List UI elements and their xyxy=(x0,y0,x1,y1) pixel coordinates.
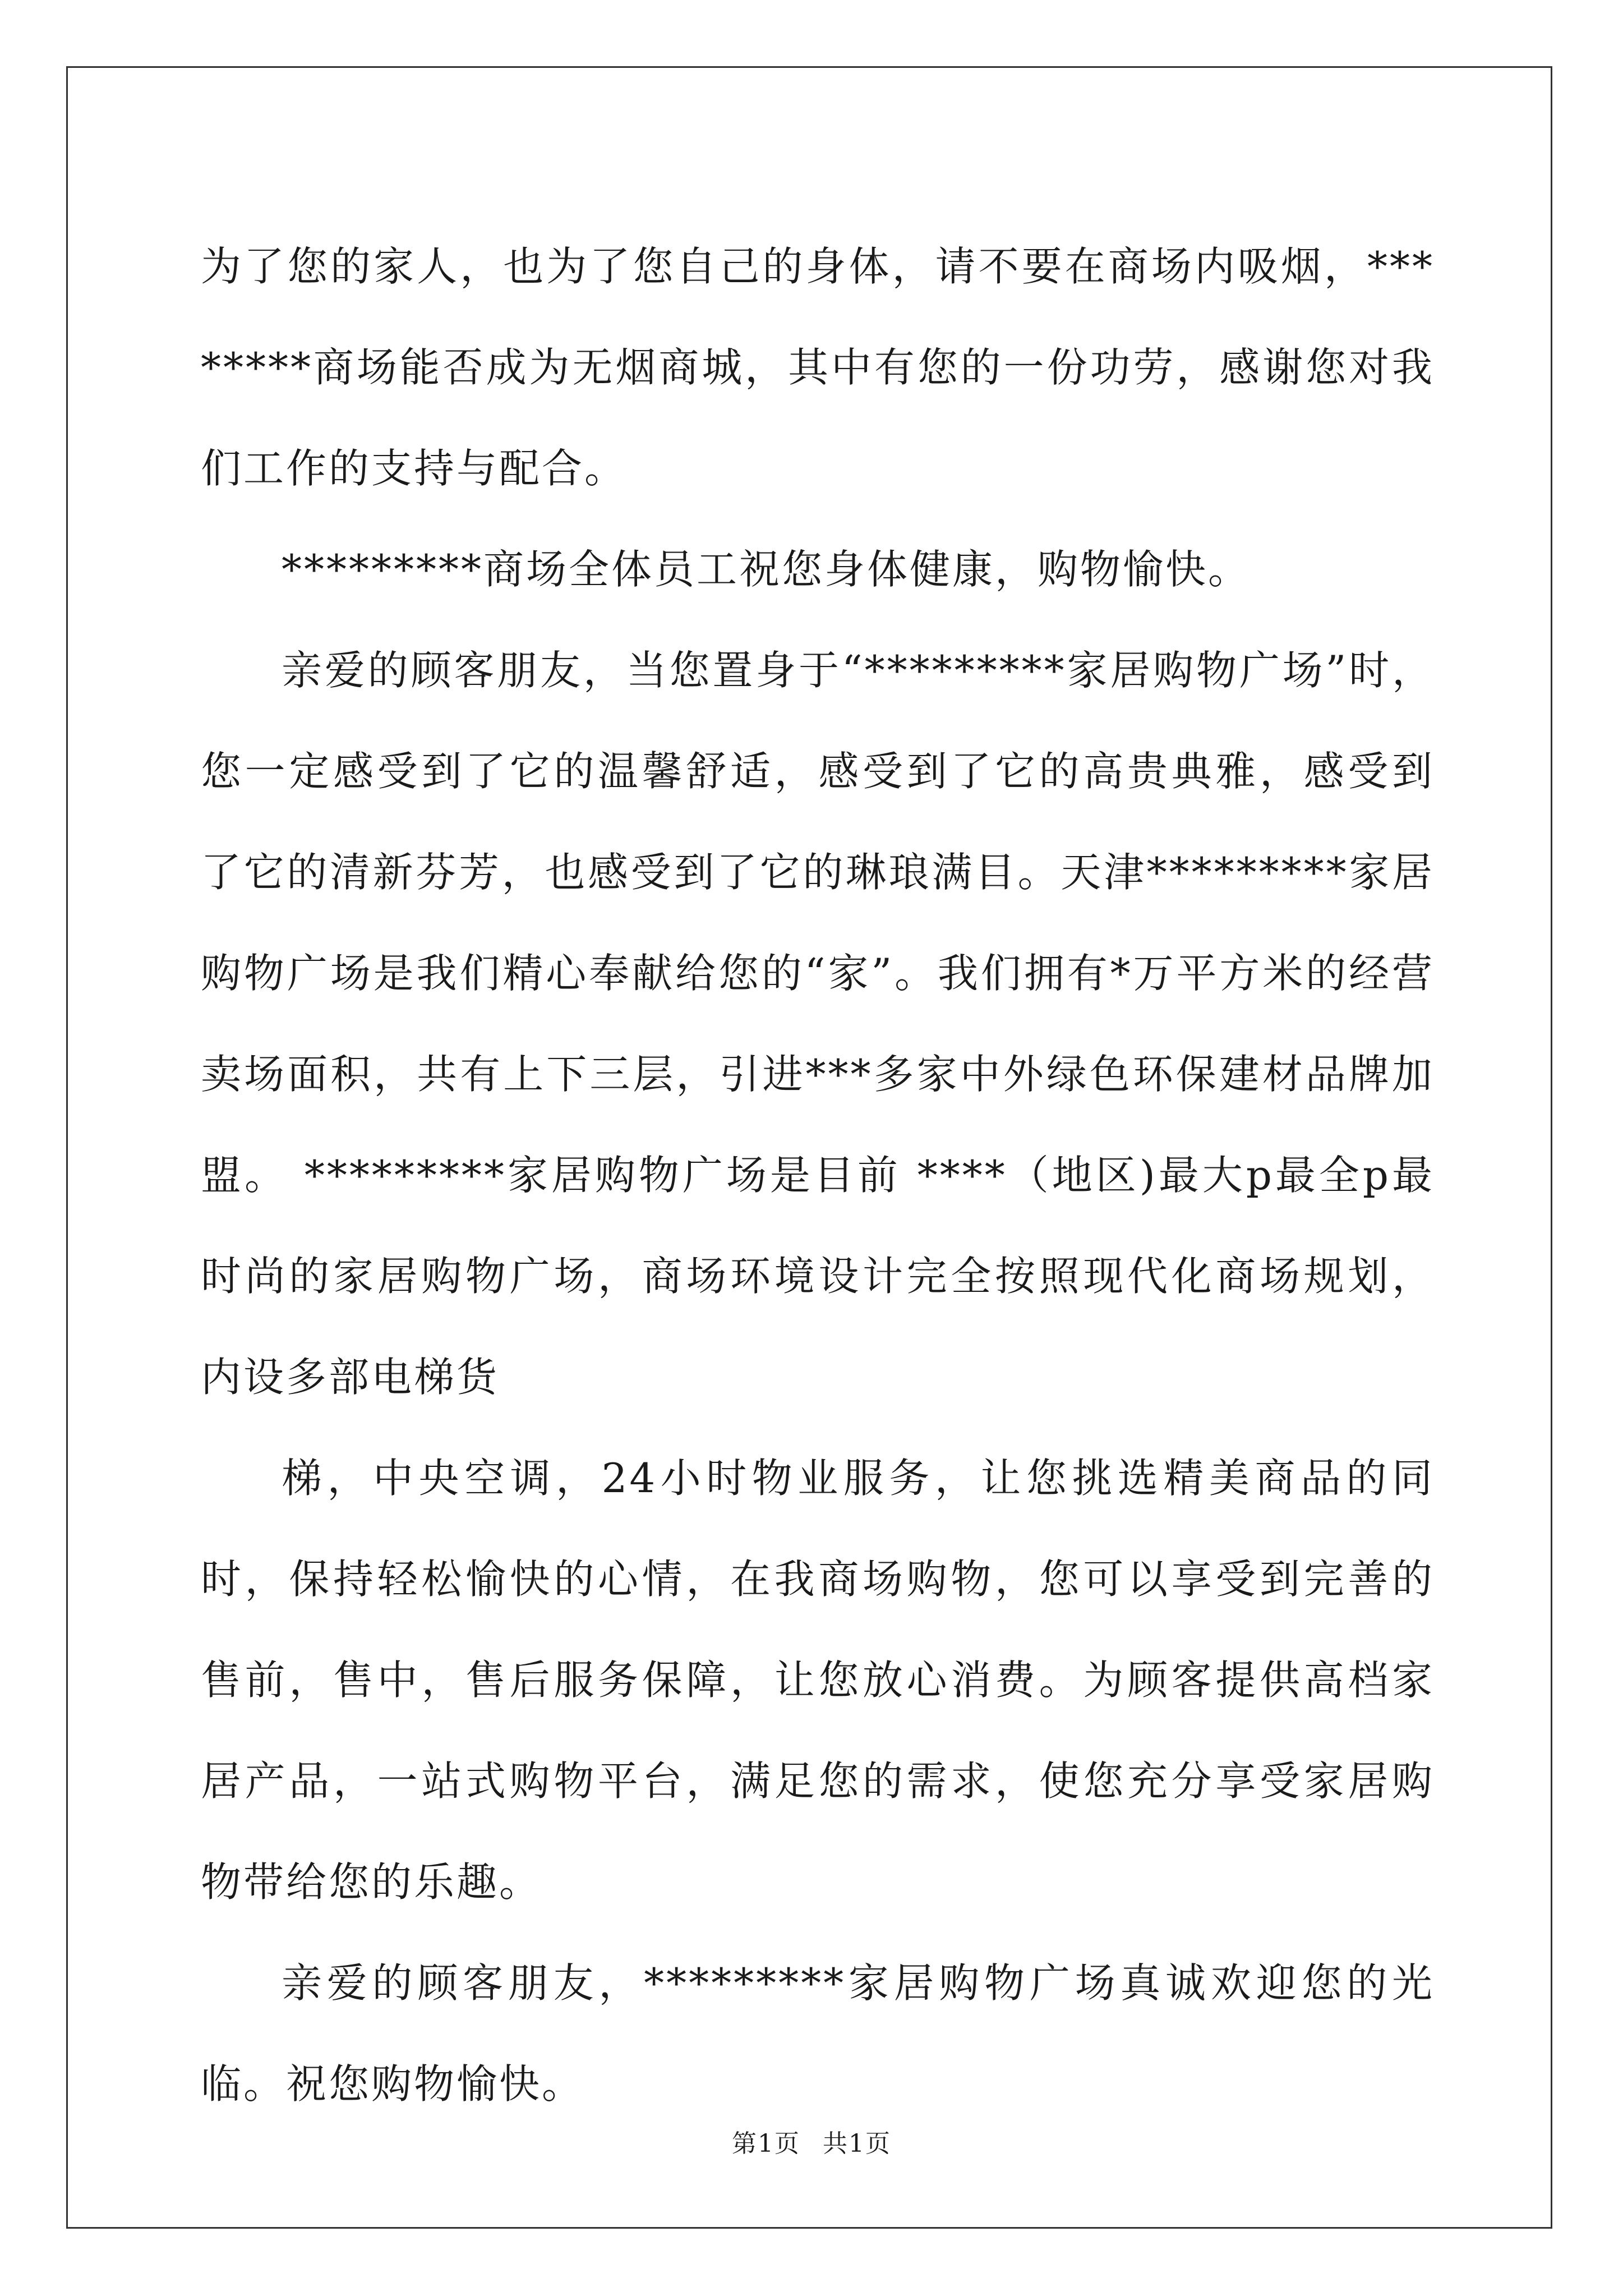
page-number-current: 第1页 xyxy=(732,2129,800,2158)
page-number-total: 共1页 xyxy=(823,2129,891,2158)
page-footer xyxy=(0,2127,1623,2161)
paragraph-staff-wishes: *********商场全体员工祝您身体健康，购物愉快。 xyxy=(282,546,1251,593)
document-body xyxy=(201,216,1435,2134)
paragraph-closing: 亲爱的顾客朋友，*********家居购物广场真诚欢迎您的光临。祝您购物愉快。 xyxy=(201,1959,1435,2108)
paragraph-welcome-intro: 亲爱的顾客朋友，当您置身于“*********家居购物广场”时，您一定感受到了它的温馨舒适，感受到了它的高贵典雅，感受到了它的清新芬芳，也感受到了它的琳琅满目。天津*********家居购物广场是我们精心奉献给您的“家”。我们拥有*万平方米的经营卖场面积，共有上下三层，引进***多家中外绿色环保建材品牌加盟。 *********家居购物广场是目前 ****（地区)最大p最全p最时尚的家居购物广场，商场环境设计完全按照现代化商场规划，内设多部电梯货 xyxy=(201,647,1435,1401)
paragraph-services: 梯，中央空调，24小时物业服务，让您挑选精美商品的同时，保持轻松愉快的心情，在我商场购物，您可以享受到完善的售前，售中，售后服务保障，让您放心消费。为顾客提供高档家居产品，一站式购物平台，满足您的需求，使您充分享受家居购物带给您的乐趣。 xyxy=(201,1455,1435,1906)
paragraph-no-smoking: 为了您的家人，也为了您自己的身体，请不要在商场内吸烟，********商场能否成为无烟商城，其中有您的一份功劳，感谢您对我们工作的支持与配合。 xyxy=(201,243,1435,492)
